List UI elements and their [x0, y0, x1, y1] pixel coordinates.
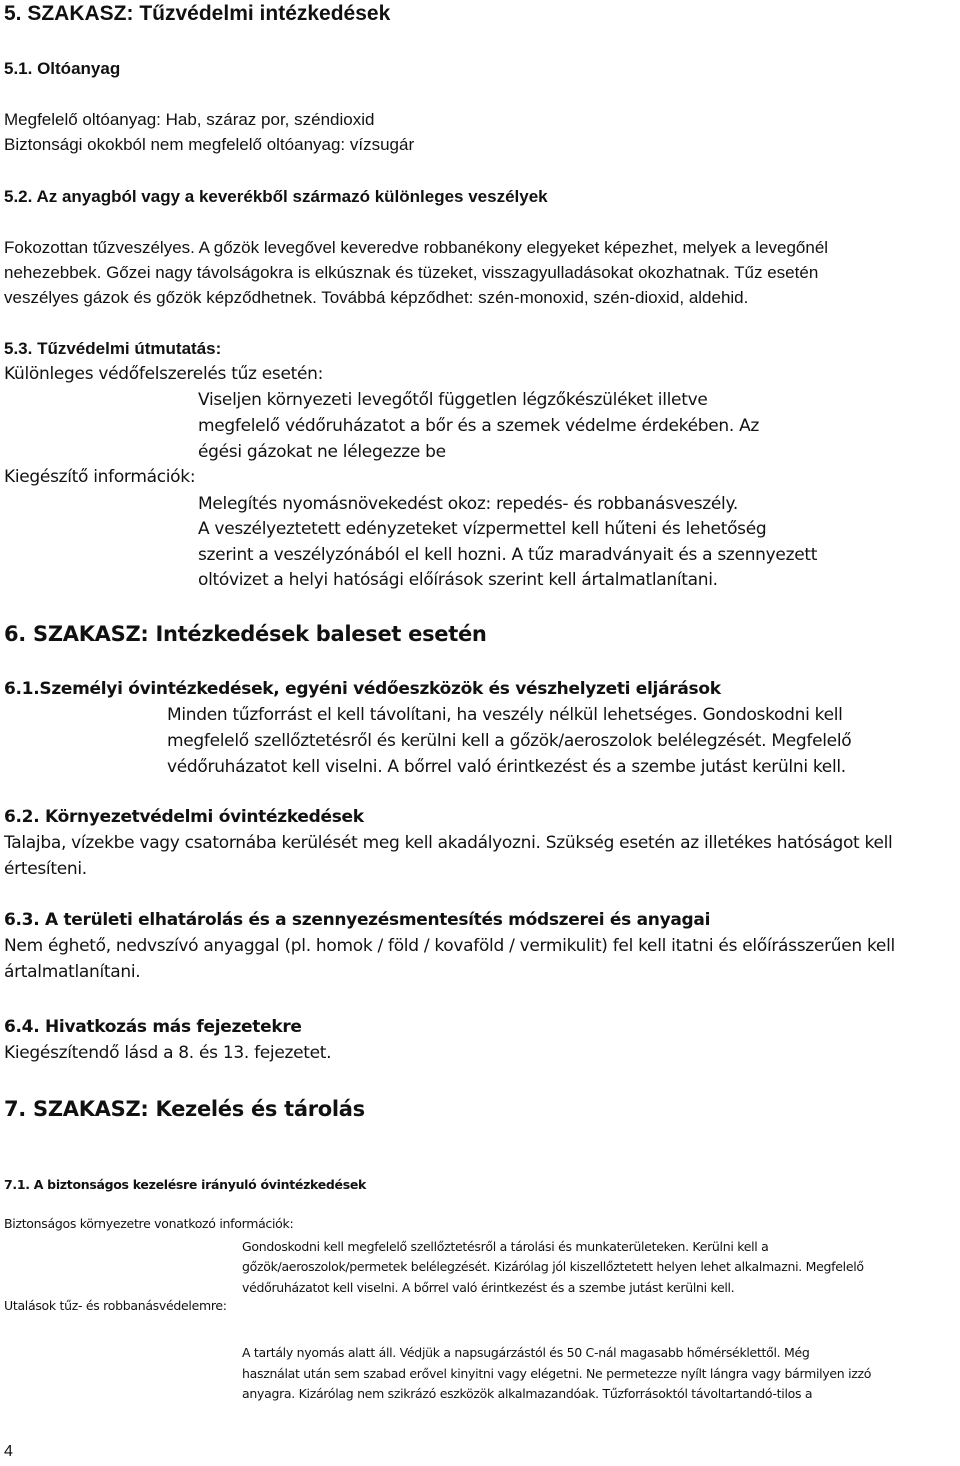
section-6-2-heading: 6.2. Környezetvédelmi óvintézkedések — [4, 807, 364, 827]
body-line: égési gázokat ne lélegezze be — [198, 442, 446, 462]
body-line: A veszélyeztetett edényzeteket vízpermettel kell hűteni és lehetőség — [198, 519, 767, 539]
body-line: használat után sem szabad erővel kinyitni vagy elégetni. Ne permetezze nyílt lángra vagy bármilyen izzó — [242, 1366, 872, 1381]
body-line: Viseljen környezeti levegőtől független légzőkészüléket illetve — [198, 390, 708, 410]
section-7-title: 7. SZAKASZ: Kezelés és tárolás — [4, 1097, 365, 1121]
body-line: szerint a veszélyzónából el kell hozni. A tűz maradványait és a szennyezett — [198, 545, 818, 565]
body-line: Nem éghető, nedvszívó anyaggal (pl. homok / föld / kovaföld / vermikulit) fel kell itatni és előírásszerűen kell — [4, 936, 895, 956]
body-line: nehezebbek. Gőzei nagy távolságokra is elkúsznak és tüzeket, visszagyulladásokat okozhatnak. Tűz esetén — [4, 263, 819, 282]
equipment-label: Különleges védőfelszerelés tűz esetén: — [4, 364, 324, 384]
section-6-4-heading: 6.4. Hivatkozás más fejezetekre — [4, 1017, 302, 1037]
extra-info-label: Kiegészítő információk: — [4, 467, 196, 487]
body-line: Fokozottan tűzveszélyes. A gőzök levegővel keveredve robbanékony elegyeket képezhet, melyek a levegőnél — [4, 238, 829, 257]
section-7-1-heading: 7.1. A biztonságos kezelésre irányuló óvintézkedések — [4, 1177, 367, 1192]
body-line: Biztonsági okokból nem megfelelő oltóanyag: vízsugár — [4, 135, 415, 154]
body-line: Melegítés nyomásnövekedést okoz: repedés- és robbanásveszély. — [198, 494, 738, 514]
body-line: Kiegészítendő lásd a 8. és 13. fejezetet. — [4, 1043, 332, 1063]
body-line: ártalmatlanítani. — [4, 962, 141, 982]
section-5-2-heading: 5.2. Az anyagból vagy a keverékből származó különleges veszélyek — [4, 187, 548, 206]
body-line: Talajba, vízekbe vagy csatornába kerülését meg kell akadályozni. Szükség esetén az illetékes hatóságot kell — [4, 833, 893, 853]
body-line: A tartály nyomás alatt áll. Védjük a napsugárzástól és 50 C-nál magasabb hőmérséklettől. Még — [242, 1345, 810, 1360]
body-line: Megfelelő oltóanyag: Hab, száraz por, széndioxid — [4, 110, 375, 129]
fire-protection-label: Utalások tűz- és robbanásvédelemre: — [4, 1298, 227, 1313]
section-6-title: 6. SZAKASZ: Intézkedések baleset esetén — [4, 622, 487, 646]
section-5-3-heading: 5.3. Tűzvédelmi útmutatás: — [4, 339, 222, 358]
section-6-3-heading: 6.3. A területi elhatárolás és a szennyezésmentesítés módszerei és anyagai — [4, 910, 711, 930]
body-line: anyagra. Kizárólag nem szikrázó eszközök alkalmazandóak. Tűzforrásoktól távoltartandó-tilos a — [242, 1386, 813, 1401]
body-line: értesíteni. — [4, 859, 87, 879]
section-5-title: 5. SZAKASZ: Tűzvédelmi intézkedések — [4, 2, 391, 25]
environment-label: Biztonságos környezetre vonatkozó információk: — [4, 1216, 294, 1231]
body-line: megfelelő szellőztetésről és kerülni kell a gőzök/aeroszolok belélegzését. Megfelelő — [167, 731, 852, 751]
body-line: megfelelő védőruházatot a bőr és a szemek védelme érdekében. Az — [198, 416, 760, 436]
body-line: gőzök/aeroszolok/permetek belélegzését. Kizárólag jól kiszellőztetett helyen lehet alkalmazni. Megfelelő — [242, 1259, 864, 1274]
body-line: védőruházatot kell viselni. A bőrrel való érintkezést és a szembe jutást kerülni kell. — [167, 757, 846, 777]
body-line: védőruházatot kell viselni. A bőrrel való érintkezést és a szembe jutást kerülni kell. — [242, 1280, 735, 1295]
section-6-1-heading: 6.1.Személyi óvintézkedések, egyéni védőeszközök és vészhelyzeti eljárások — [4, 679, 721, 699]
body-line: Minden tűzforrást el kell távolítani, ha veszély nélkül lehetséges. Gondoskodni kell — [167, 705, 843, 725]
page-number: 4 — [4, 1443, 13, 1460]
body-line: oltóvizet a helyi hatósági előírások szerint kell ártalmatlanítani. — [198, 570, 718, 590]
body-line: veszélyes gázok és gőzök képződhetnek. Továbbá képződhet: szén-monoxid, szén-dioxid, aldehid. — [4, 288, 749, 307]
body-line: Gondoskodni kell megfelelő szellőztetésről a tárolási és munkaterületeken. Kerülni kell a — [242, 1239, 769, 1254]
section-5-1-heading: 5.1. Oltóanyag — [4, 59, 121, 78]
